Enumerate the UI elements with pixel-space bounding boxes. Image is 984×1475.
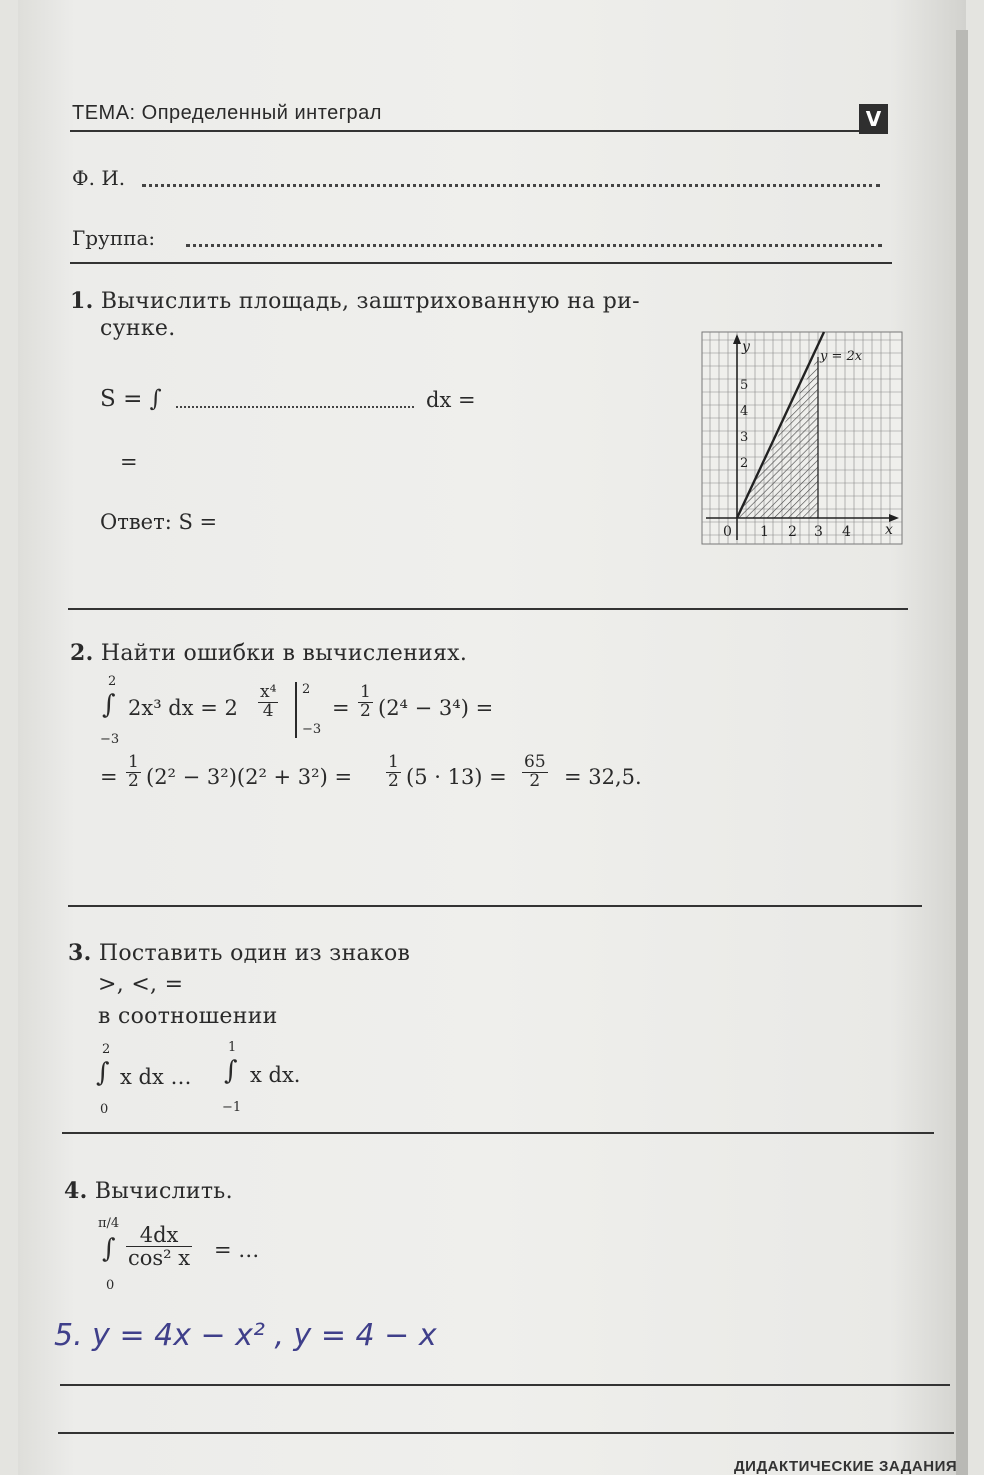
task1-text-line2: сунке. (100, 316, 176, 341)
task3-line1: Поставить один из знаков (98, 941, 411, 966)
task4-fraction (126, 1224, 192, 1269)
topic-rule (70, 130, 860, 132)
task2-half2-num: 1 (128, 752, 139, 772)
task2-part2: (2⁴ − 3⁴) = (378, 696, 494, 720)
task1-eq: = (120, 450, 138, 474)
task4-title: Вычислить. (94, 1179, 233, 1204)
task2-half1 (358, 684, 373, 721)
task2-half1-num: 1 (360, 682, 371, 702)
name-field[interactable] (142, 184, 880, 187)
task3-line2: >, <, = (98, 972, 184, 997)
task3-expr1: x dx … (120, 1065, 192, 1089)
answer-line-1 (60, 1384, 950, 1386)
task2-sub-lower: −3 (302, 722, 322, 737)
task4-int-upper: π/4 (98, 1216, 120, 1231)
x-tick-3: 3 (814, 524, 823, 540)
task2-half2 (126, 754, 141, 791)
task3-line3: в соотношении (98, 1004, 278, 1029)
task2-frac3 (522, 754, 548, 791)
task4-int-lower: 0 (106, 1278, 115, 1293)
task4-number: 4. (64, 1178, 88, 1204)
task2-title: Найти ошибки в вычислениях. (100, 641, 468, 666)
variant-badge: V (859, 104, 888, 134)
task1-formula-end: dx = (426, 388, 476, 412)
task3-int2-upper: 1 (228, 1040, 237, 1055)
task3-heading (68, 940, 410, 966)
task2-frac1 (258, 684, 278, 721)
task2-substitution-bar (295, 682, 297, 738)
task2-integral-sign: ∫ (102, 690, 116, 720)
task3-expr2: x dx. (250, 1063, 301, 1087)
task1-answer: Ответ: S = (100, 510, 218, 534)
task2-int-upper: 2 (108, 674, 117, 689)
group-field[interactable] (186, 244, 882, 247)
y-tick-3: 3 (740, 430, 749, 445)
task2-frac3-num: 65 (524, 752, 546, 772)
task2-half3 (386, 754, 401, 791)
task4-heading (64, 1178, 233, 1204)
y-tick-5: 5 (740, 378, 749, 393)
task1-formula-start: S = ∫ (100, 386, 162, 412)
task2-part5: = 32,5. (564, 765, 642, 789)
y-tick-2: 2 (740, 456, 749, 471)
divider-4 (62, 1132, 934, 1134)
task2-part3: (2² − 3²)(2² + 3²) = (146, 765, 353, 789)
task2-number: 2. (70, 640, 94, 666)
task3-integral1-sign: ∫ (96, 1058, 110, 1088)
task1-number: 1. (70, 288, 94, 314)
x-tick-2: 2 (788, 524, 797, 540)
book-spine-shadow (956, 30, 968, 1475)
name-label: Ф. И. (72, 166, 126, 190)
y-axis-label: y (742, 339, 750, 355)
task4-tail: = … (214, 1238, 260, 1262)
task2-line2-eq: = (100, 765, 118, 789)
task2-part1: 2x³ dx = 2 (128, 696, 238, 720)
origin-label: 0 (723, 524, 732, 540)
task2-half2-den: 2 (128, 770, 139, 791)
task2-half1-den: 2 (360, 700, 371, 721)
task1-graph (700, 330, 905, 546)
handwritten-task5: 5. y = 4x − x² , y = 4 − x (54, 1318, 437, 1353)
divider-2 (68, 608, 908, 610)
task2-half3-num: 1 (388, 752, 399, 772)
divider-3 (68, 905, 922, 907)
task3-int2-lower: −1 (222, 1100, 242, 1115)
task1-text-line1: Вычислить площадь, заштрихованную на ри- (100, 289, 640, 314)
answer-line-2 (58, 1432, 954, 1434)
task4-frac-den: cos² x (128, 1246, 191, 1271)
task1-heading (70, 288, 640, 314)
task2-sub-upper: 2 (302, 682, 311, 697)
task4-frac-num: 4dx (126, 1224, 192, 1247)
y-tick-4: 4 (740, 404, 749, 419)
group-label: Группа: (72, 226, 156, 250)
task2-half3-den: 2 (388, 770, 399, 791)
task3-int1-lower: 0 (100, 1102, 109, 1117)
divider-1 (70, 262, 892, 264)
footer-text: ДИДАКТИЧЕСКИЕ ЗАДАНИЯ (734, 1458, 958, 1475)
line-label: y = 2x (820, 349, 863, 364)
task2-heading (70, 640, 467, 666)
task2-part4: (5 · 13) = (406, 765, 507, 789)
task4-integral-sign: ∫ (102, 1234, 116, 1264)
task2-frac1-num: x⁴ (260, 682, 277, 702)
task2-frac3-den: 2 (529, 770, 541, 791)
task1-integrand-field[interactable] (176, 406, 414, 408)
topic-title: ТЕМА: Определенный интеграл (72, 102, 382, 124)
task2-frac1-den: 4 (262, 700, 274, 721)
x-tick-1: 1 (760, 524, 769, 540)
task2-eq1: = (332, 696, 350, 720)
task3-number: 3. (68, 940, 92, 966)
task2-int-lower: −3 (100, 732, 120, 747)
task3-int1-upper: 2 (102, 1042, 111, 1057)
x-tick-4: 4 (842, 524, 851, 540)
task3-integral2-sign: ∫ (224, 1056, 238, 1086)
x-axis-label: x (885, 522, 893, 538)
